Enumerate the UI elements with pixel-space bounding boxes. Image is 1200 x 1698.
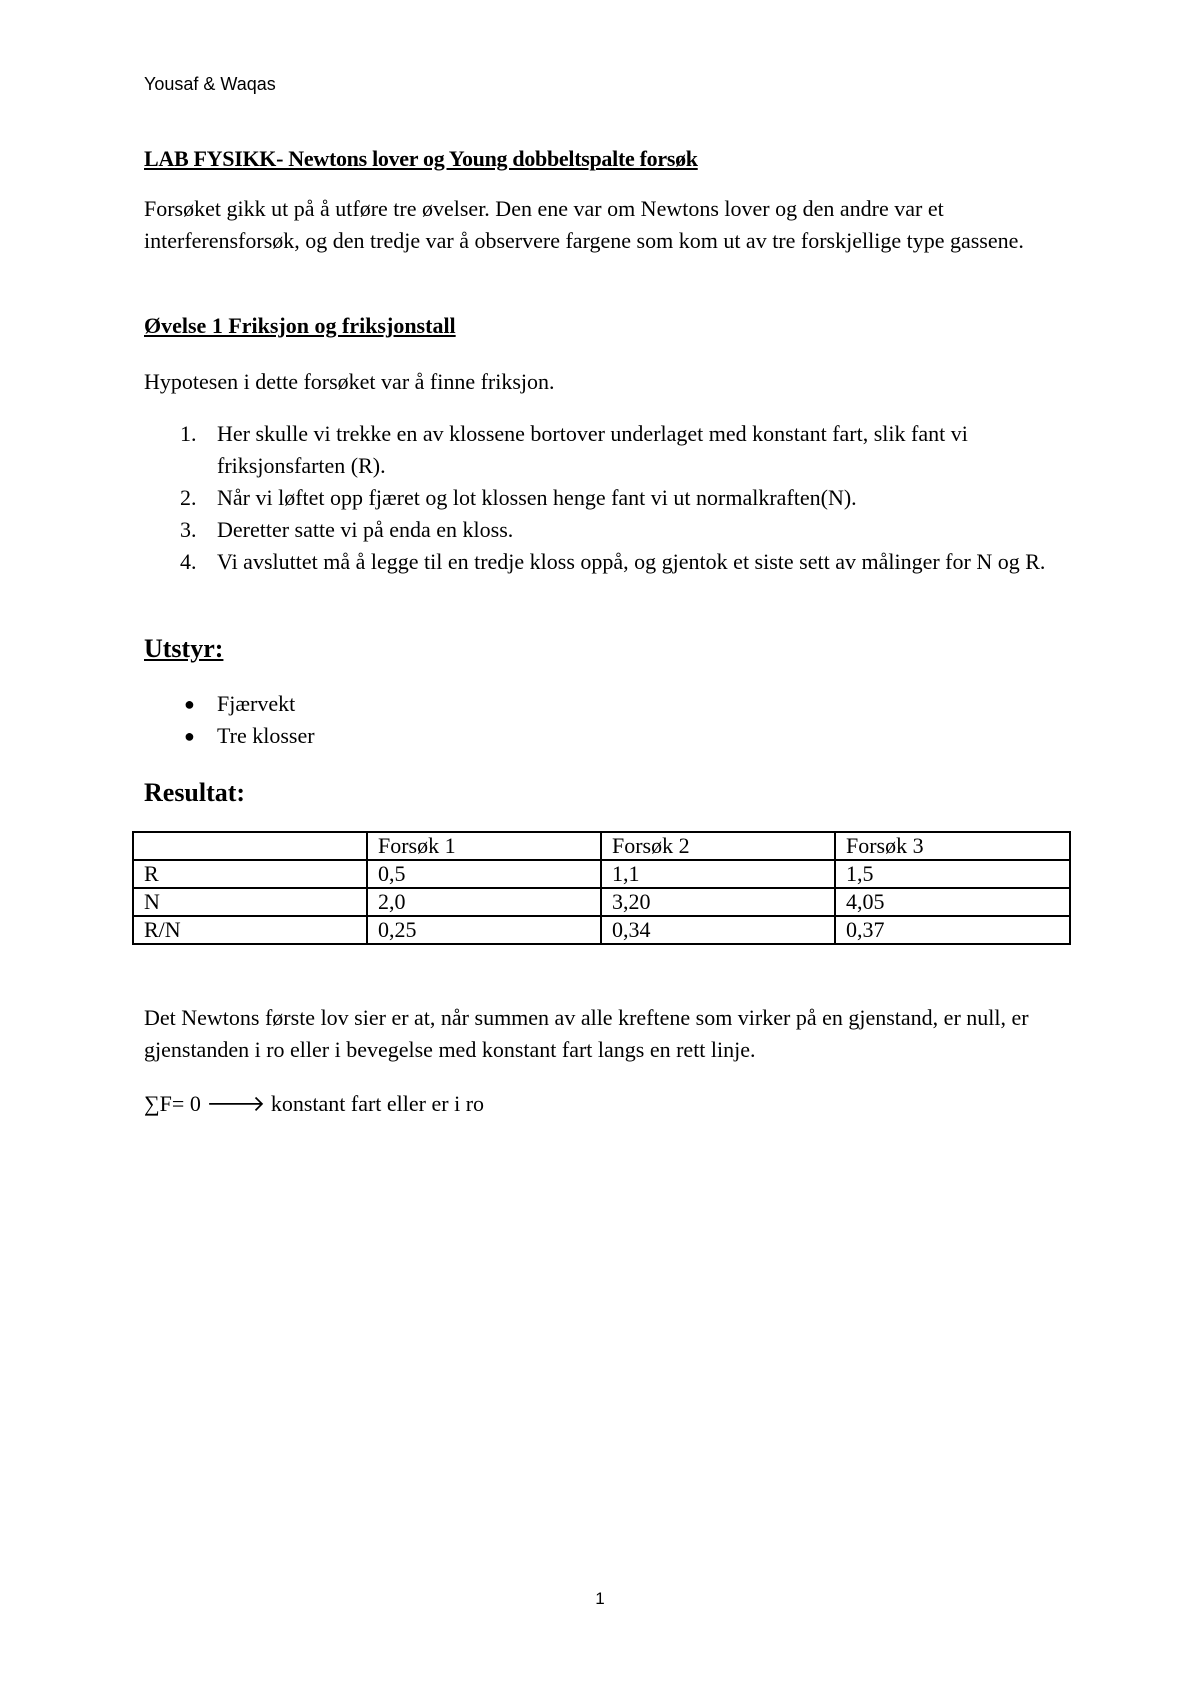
table-row <box>133 888 1070 916</box>
results-heading: Resultat: <box>144 778 246 807</box>
step-number: 2. <box>180 485 197 510</box>
step-number: 3. <box>180 517 197 542</box>
equipment-item-label: Tre klosser <box>217 723 315 748</box>
arrow-right-icon: 🡒 <box>206 1091 266 1116</box>
intro-paragraph: Forsøket gikk ut på å utføre tre øvelser. Den ene var om Newtons lover og den andre var et interferensforsøk, og den tredje var å observere fargene som kom ut av tre forskjellige type gassene. <box>144 196 1024 253</box>
page-header-authors: Yousaf & Waqas <box>144 74 276 94</box>
table-header-cell <box>133 832 367 860</box>
bullet-icon: ● <box>184 726 195 746</box>
table-row <box>133 860 1070 888</box>
procedure-step-2 <box>144 482 1064 514</box>
equipment-heading: Utstyr: <box>144 634 224 663</box>
step-text: Deretter satte vi på enda en kloss. <box>217 517 514 542</box>
table-header-cell: Forsøk 3 <box>835 832 1070 860</box>
table-header-cell: Forsøk 1 <box>367 832 601 860</box>
table-cell: 1,5 <box>835 860 1070 888</box>
table-header-row <box>133 832 1070 860</box>
procedure-step-1 <box>144 418 1064 482</box>
step-number: 1. <box>180 421 197 446</box>
procedure-step-3 <box>144 514 1064 546</box>
table-cell: 0,5 <box>367 860 601 888</box>
table-cell: 4,05 <box>835 888 1070 916</box>
formula-line <box>144 1088 484 1120</box>
table-cell: R <box>133 860 367 888</box>
bullet-icon: ● <box>184 694 195 714</box>
table-cell: 1,1 <box>601 860 835 888</box>
table-cell: 0,37 <box>835 916 1070 944</box>
table-row <box>133 916 1070 944</box>
step-number: 4. <box>180 549 197 574</box>
table-header-cell: Forsøk 2 <box>601 832 835 860</box>
exercise-heading: Øvelse 1 Friksjon og friksjonstall <box>144 313 456 338</box>
step-text: Vi avsluttet må å legge til en tredje kloss oppå, og gjentok et siste sett av målinger for N og R. <box>217 549 1046 574</box>
formula-rhs: konstant fart eller er i ro <box>270 1091 485 1116</box>
hypothesis-paragraph: Hypotesen i dette forsøket var å finne friksjon. <box>144 369 555 394</box>
equipment-item-label: Fjærvekt <box>217 691 296 716</box>
procedure-step-4 <box>144 546 1064 578</box>
table-cell: R/N <box>133 916 367 944</box>
equipment-item <box>144 720 315 752</box>
step-text: Når vi løftet opp fjæret og lot klossen henge fant vi ut normalkraften(N). <box>217 485 857 510</box>
table-cell: 0,34 <box>601 916 835 944</box>
equipment-list <box>144 688 315 752</box>
table-cell: 3,20 <box>601 888 835 916</box>
results-table <box>132 831 1071 945</box>
page-number: 1 <box>595 1589 605 1608</box>
equipment-item <box>144 688 315 720</box>
formula-lhs: ∑F= 0 <box>144 1091 201 1116</box>
table-cell: 0,25 <box>367 916 601 944</box>
table-cell: N <box>133 888 367 916</box>
document-title: LAB FYSIKK- Newtons lover og Young dobbeltspalte forsøk <box>144 146 698 171</box>
newtons-first-law-paragraph: Det Newtons første lov sier er at, når summen av alle kreftene som virker på en gjenstand, er null, er gjenstanden i ro eller i bevegelse med konstant fart langs en rett linje. <box>144 1005 1029 1062</box>
procedure-list <box>144 418 1064 578</box>
step-text: Her skulle vi trekke en av klossene bortover underlaget med konstant fart, slik fant vi friksjonsfarten (R). <box>217 421 968 478</box>
table-cell: 2,0 <box>367 888 601 916</box>
